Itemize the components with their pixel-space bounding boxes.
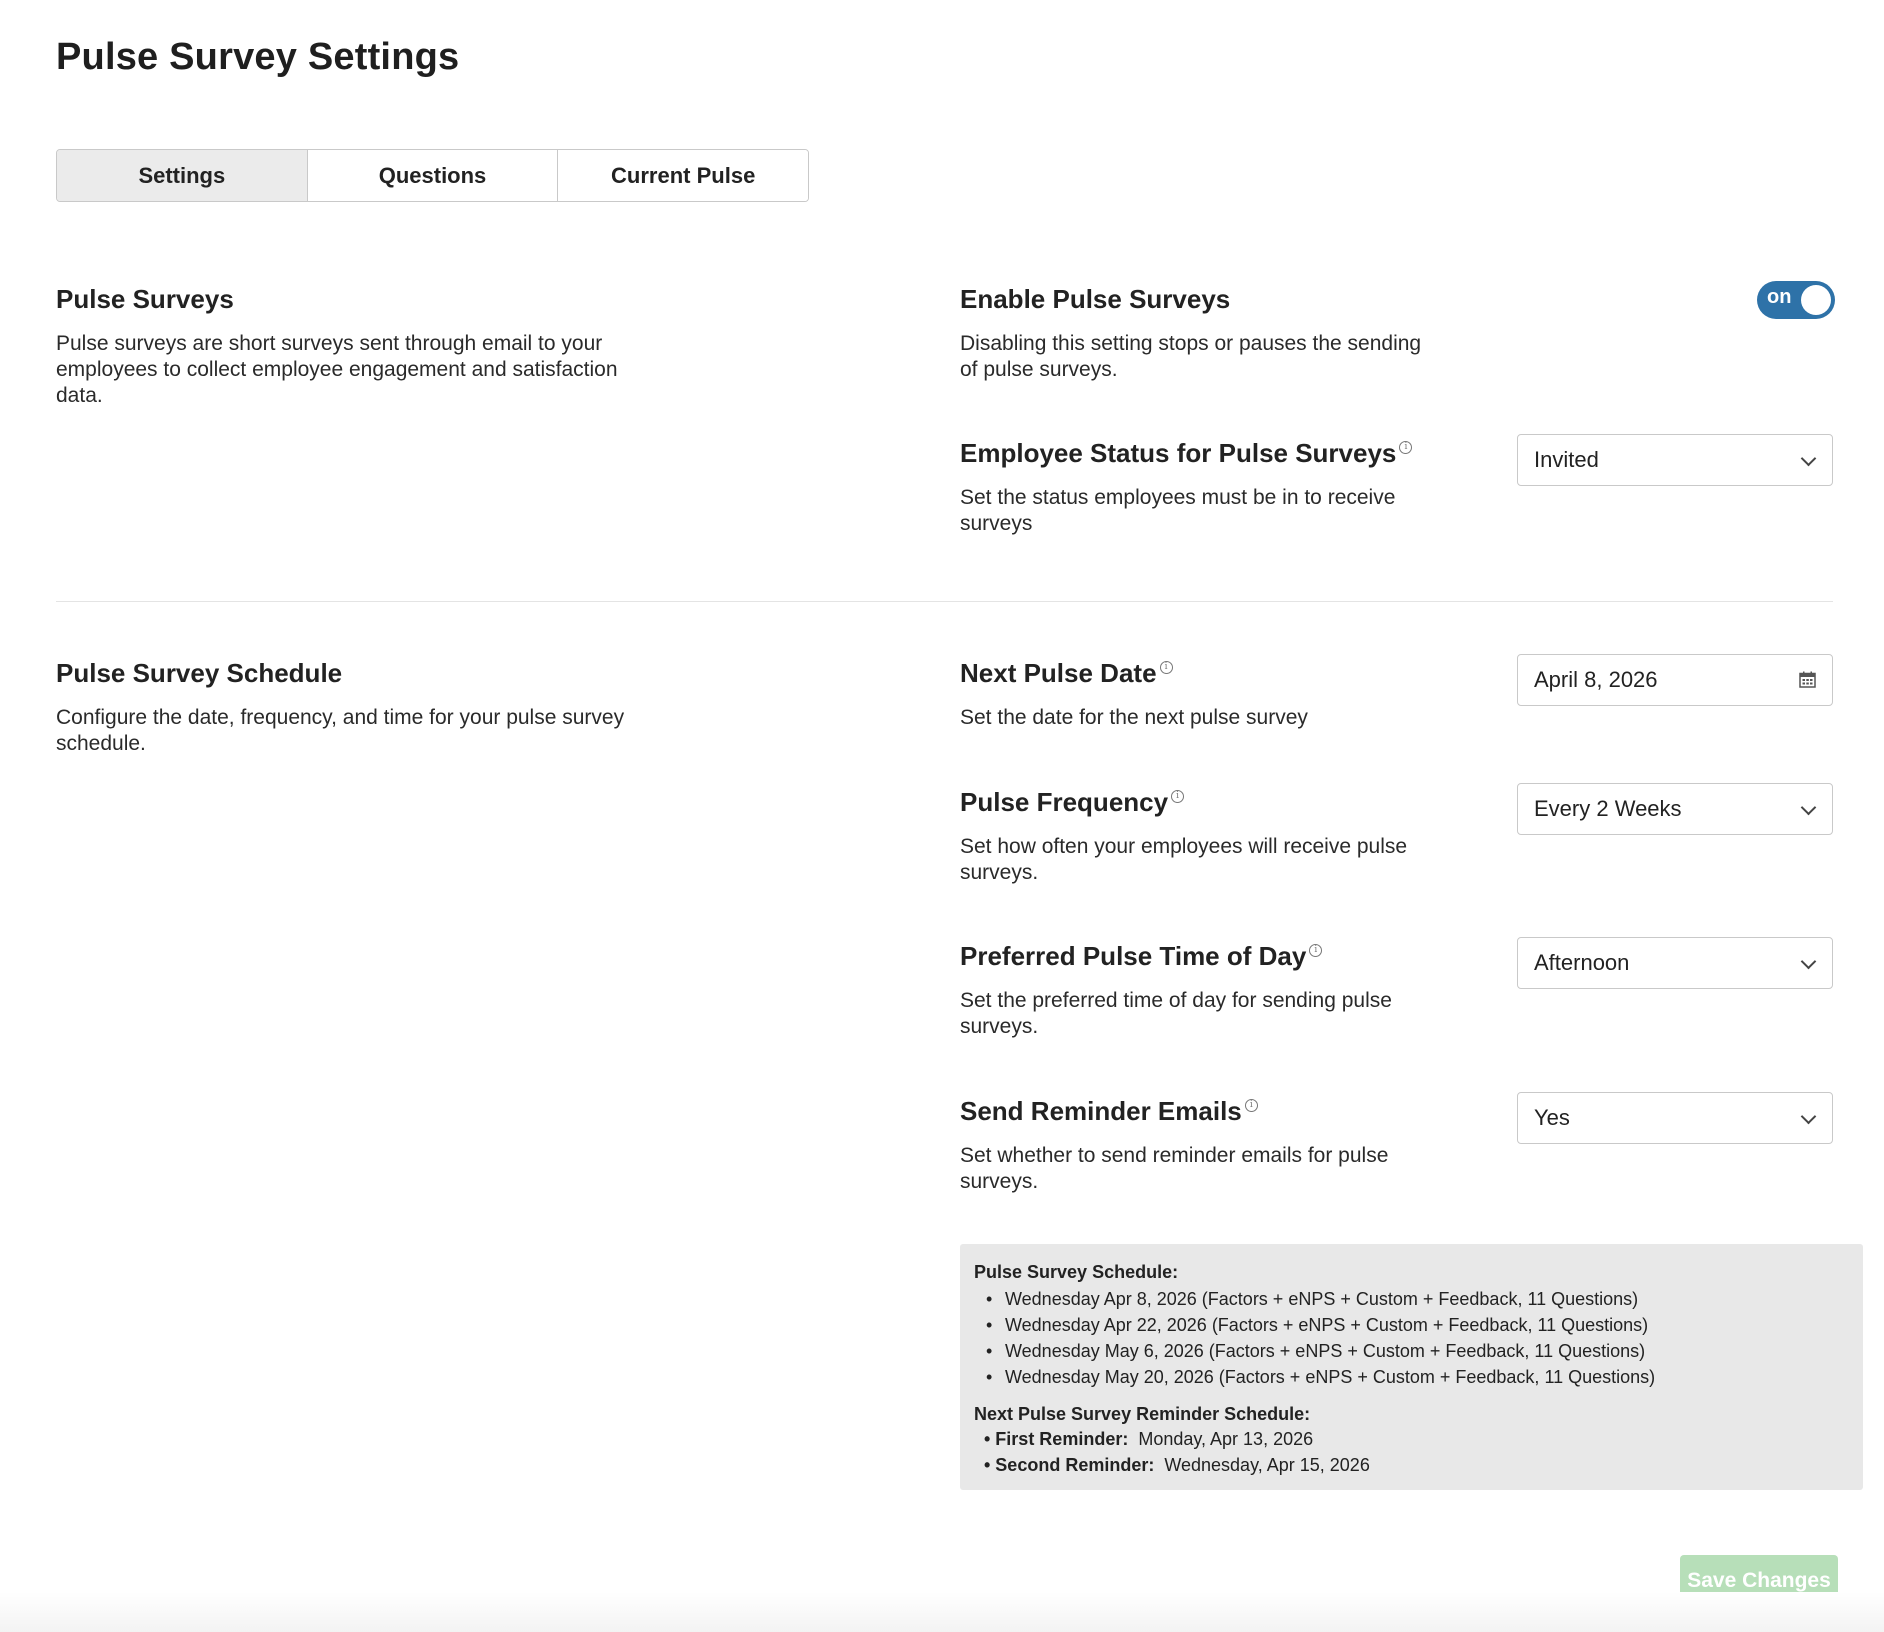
first-reminder-value: Monday, Apr 13, 2026 [1138,1429,1314,1449]
send-reminders-select[interactable] [1517,1092,1833,1144]
time-of-day-select[interactable] [1517,937,1833,989]
info-icon[interactable]: i [1160,661,1173,674]
footer-shadow [0,1592,1884,1632]
pulse-frequency-description: Set how often your employees will receive pulse surveys. [960,835,1408,884]
next-pulse-date-title [960,658,1173,689]
chevron-down-icon [1801,1109,1817,1125]
pulse-frequency-title [960,787,1184,818]
schedule-item: • Wednesday May 6, 2026 (Factors + eNPS + Custom + Feedback, 11 Questions) [974,1338,1849,1364]
employee-status-label: Employee Status for Pulse Surveys [960,438,1397,468]
second-reminder-value: Wednesday, Apr 15, 2026 [1164,1455,1370,1475]
info-icon[interactable]: i [1171,790,1184,803]
schedule-list [974,1286,1849,1390]
enable-pulse-surveys-title [960,284,1230,315]
info-icon[interactable]: i [1309,944,1322,957]
schedule-item: • Wednesday May 20, 2026 (Factors + eNPS + Custom + Feedback, 11 Questions) [974,1364,1849,1390]
chevron-down-icon [1801,954,1817,970]
time-of-day-value: Afternoon [1534,950,1630,975]
toggle-state-label: on [1767,286,1792,308]
employee-status-title [960,438,1412,469]
second-reminder-row [974,1452,1849,1478]
employee-status-description: Set the status employees must be in to receive surveys [960,486,1396,535]
next-pulse-date-description: Set the date for the next pulse survey [960,706,1308,729]
time-of-day-label: Preferred Pulse Time of Day [960,941,1307,971]
calendar-icon [1799,671,1816,688]
page-title: Pulse Survey Settings [56,36,460,78]
send-reminders-description: Set whether to send reminder emails for pulse surveys. [960,1144,1389,1193]
time-of-day-title [960,941,1322,972]
send-reminders-title [960,1096,1258,1127]
next-pulse-date-input[interactable] [1517,654,1833,706]
enable-pulse-surveys-toggle[interactable] [1757,281,1835,319]
time-of-day-description: Set the preferred time of day for sending pulse surveys. [960,989,1392,1038]
reminder-schedule-heading: Next Pulse Survey Reminder Schedule: [974,1404,1311,1424]
second-reminder-label: • Second Reminder: [984,1455,1155,1475]
chevron-down-icon [1801,800,1817,816]
send-reminders-label: Send Reminder Emails [960,1096,1242,1126]
enable-pulse-surveys-label: Enable Pulse Surveys [960,284,1231,314]
enable-pulse-surveys-description: Disabling this setting stops or pauses the sending of pulse surveys. [960,332,1422,381]
pulse-frequency-select[interactable] [1517,783,1833,835]
tab-bar [56,149,809,202]
send-reminders-value: Yes [1534,1105,1570,1130]
tab-questions[interactable]: Questions [308,150,559,201]
chevron-down-icon [1801,451,1817,467]
section-divider [56,601,1833,602]
schedule-summary-box [960,1244,1863,1490]
pulse-surveys-description: Pulse surveys are short surveys sent through email to your employees to collect employee engagement and satisfaction data. [56,332,618,407]
next-pulse-date-label: Next Pulse Date [960,658,1157,688]
tab-settings[interactable]: Settings [57,150,308,201]
first-reminder-label: • First Reminder: [984,1429,1129,1449]
tab-current-pulse[interactable]: Current Pulse [558,150,808,201]
pulse-survey-schedule-title: Pulse Survey Schedule [56,658,343,688]
pulse-survey-schedule-description: Configure the date, frequency, and time for your pulse survey schedule. [56,706,625,755]
employee-status-select[interactable] [1517,434,1833,486]
schedule-item: • Wednesday Apr 22, 2026 (Factors + eNPS + Custom + Feedback, 11 Questions) [974,1312,1849,1338]
first-reminder-row [974,1426,1849,1452]
next-pulse-date-value: April 8, 2026 [1534,667,1658,692]
pulse-surveys-title: Pulse Surveys [56,284,234,314]
pulse-frequency-label: Pulse Frequency [960,787,1169,817]
schedule-summary-heading: Pulse Survey Schedule: [974,1262,1179,1282]
pulse-frequency-value: Every 2 Weeks [1534,796,1682,821]
save-changes-button[interactable]: Save Changes [1680,1555,1838,1606]
info-icon[interactable]: i [1399,441,1412,454]
schedule-item: • Wednesday Apr 8, 2026 (Factors + eNPS + Custom + Feedback, 11 Questions) [974,1286,1849,1312]
toggle-knob [1801,285,1831,315]
info-icon[interactable]: i [1245,1099,1258,1112]
employee-status-value: Invited [1534,447,1599,472]
